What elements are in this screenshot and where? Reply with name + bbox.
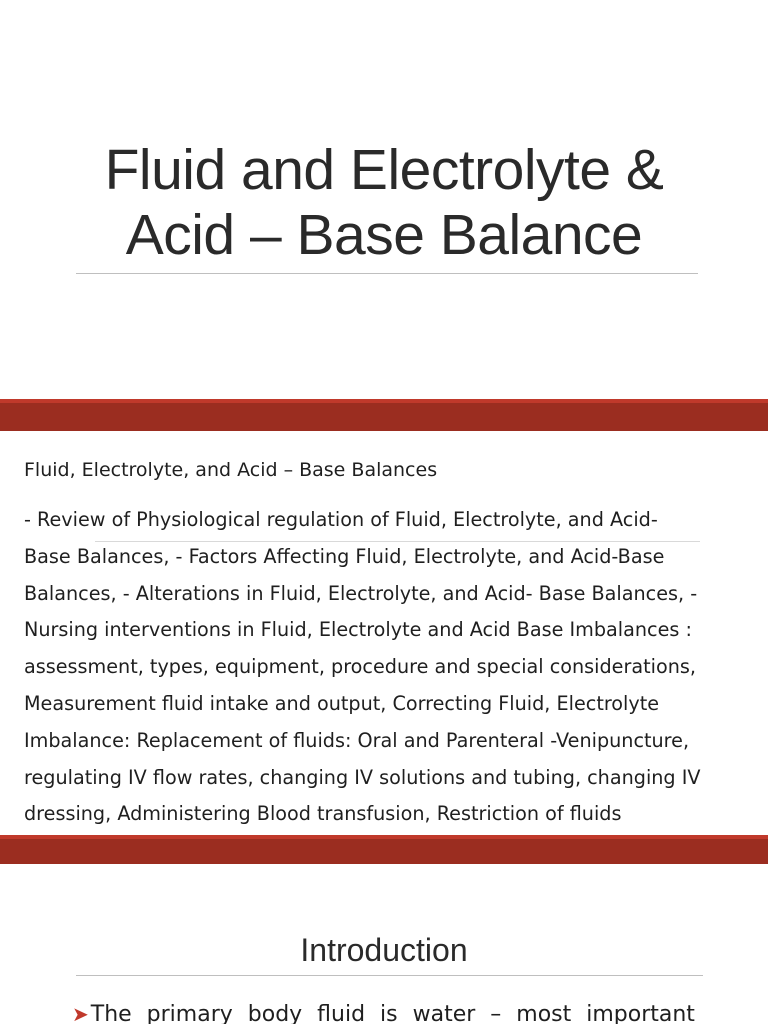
- body-line: - Review of Physiological regulation of Fluid, Electrolyte, and Acid-: [24, 508, 658, 531]
- content-heading: Fluid, Electrolyte, and Acid – Base Balances: [24, 459, 438, 481]
- body-line: Nursing interventions in Fluid, Electrolyte and Acid Base Imbalances :: [24, 618, 692, 642]
- section-divider: [76, 975, 703, 976]
- content-body: [24, 502, 754, 833]
- bullet-text: The primary body fluid is water – most important: [90, 1002, 695, 1024]
- slide-title: [0, 138, 768, 268]
- body-line: Base Balances, - Factors Affecting Fluid, Electrolyte, and Acid-Base: [24, 544, 665, 568]
- body-line: Measurement fluid intake and output, Correcting Fluid, Electrolyte: [24, 691, 660, 715]
- slide-title-line-2: Acid – Base Balance: [125, 203, 643, 267]
- slide-title-line-1: Fluid and Electrolyte &: [104, 138, 664, 202]
- body-line: Balances, - Alterations in Fluid, Electrolyte, and Acid- Base Balances, -: [24, 581, 698, 605]
- bullet-item: [72, 998, 712, 1024]
- body-line: Imbalance: Replacement of fluids: Oral and Parenteral -Venipuncture,: [24, 728, 690, 752]
- body-line: assessment, types, equipment, procedure and special considerations,: [24, 655, 696, 679]
- slide-separator-band: [0, 835, 768, 864]
- section-title: Introduction: [300, 932, 468, 968]
- body-line: regulating IV flow rates, changing IV solutions and tubing, changing IV: [24, 765, 701, 789]
- arrow-bullet-icon: ➤: [72, 1002, 89, 1024]
- slide-separator-band: [0, 399, 768, 431]
- body-line: dressing, Administering Blood transfusion, Restriction of fluids: [24, 802, 622, 826]
- title-divider: [76, 273, 698, 274]
